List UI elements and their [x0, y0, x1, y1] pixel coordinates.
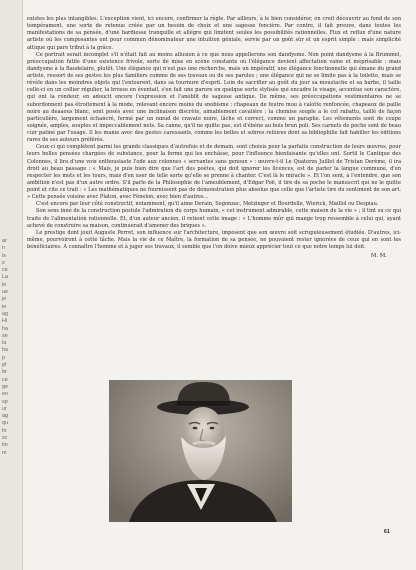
edge-fragment: n [2, 245, 5, 252]
edge-fragment: je [2, 296, 7, 303]
paragraph: existes les plus intangibles. L'exception vient, ici encore, confirmer la règle. Par ailleurs, à le bien considérer, on croit découvrir au fond de son tempérament, une sorte de retenue créée par un besoin de choix et une sagesse foncière. Par contre, il fait preuve, dans toutes les manifestations de sa pensée, d'une hardiesse tranquille et allègre qui limitent seules les possibilités rationnelles. Flux et reflux d'une nature artiste où les composantes ont pour commun dénominateur une intuition géniale, servie par un goût sûr et un esprit simple : mais simplicité attique qui pare tribut à la grâce. [27, 16, 401, 51]
edge-fragment: se [2, 332, 8, 339]
paragraph: Son sens inné de la construction postule l'admiration du corps humain, « cet instrument admirable, cette maison de la vie » ; il tint su ce qui traite de l'alimentation rationnelle. Et, d'un auteur ancien, il retient cette image : « L'homme mûr qui mange trop ressemble à celui qui, ayant achevé de construire sa maison, continuerait d'amener des briques ». [27, 208, 401, 229]
edge-fragment: ha [2, 325, 8, 332]
edge-fragment: ce [2, 267, 8, 274]
adjacent-page-fragments [2, 238, 18, 457]
portrait-illustration [109, 380, 292, 522]
edge-fragment: ha [2, 347, 8, 354]
edge-fragment: ue [2, 289, 8, 296]
edge-fragment: br [2, 369, 7, 376]
page-number: 61 [383, 529, 390, 535]
edge-fragment: sp [2, 398, 8, 405]
edge-fragment: pl [2, 362, 7, 369]
edge-fragment: en [2, 391, 8, 398]
edge-fragment: qu [2, 420, 8, 427]
edge-fragment: le [2, 281, 7, 288]
edge-fragment: ag [2, 310, 8, 317]
paragraph: Ceux-ci qui complètent parmi les grands classiques d'autrefois et de demain, sont choisis pour la parfaite construction de leurs œuvres, pour leurs belles pensées chargées de substance, pour la forme qui les enchâsse, pour l'influence bienfaisante qu'elles ont. Sortil le Cantique des Colonnes, il lira d'une voix enthousiaste l'ode aux colonnes « servantes sans genoux » : œuvre-t-il Le Quatorze Juillet de Tristan Derème, il ira droit au beau passage : « Mais, je puis bien dire que l'art des poètes, qui doit ignorer les licences, est de parler la langue commune, d'en respecter les mots et les tours, mais d'en user de telle sorte qu'elle se prenne à chanter. C'est là le miracle ». Et l'on sent, à l'entendre, que son ambition n'est pas d'un autre ordre. S'il parle de la Philosophie de l'ameublement, d'Edgar Poë, il tire de sa poche le manuscrit qui ne le quitte point et cite ce trait : « Les mathématiques ne fournissent pas de démonstration plus absolue que celle que l'artiste tire du sentiment de son art. » Cette pensée voisine avec Platon, avec Fénelon, avec bien d'autres… [27, 144, 401, 201]
paragraph: C'est encore par leur côté constructif, notamment, qu'il aime Derain, Segonzac, Metzinger et Bourdelle, Wierick, Maillol ou Despiau. [36, 201, 379, 208]
edge-fragment: is [2, 252, 6, 259]
edge-fragment: ie [2, 303, 7, 310]
adjacent-page-edge [0, 0, 23, 570]
author-signature: M. M. [370, 253, 387, 260]
edge-fragment: s [2, 259, 5, 266]
edge-fragment: ge [2, 383, 8, 390]
article-page [27, 16, 401, 259]
edge-fragment: ur [2, 405, 7, 412]
paragraph: Ce portrait serait incomplet s'il n'était fait au moins allusion à ce que nous appellerons son dandysme. Non point dandysme à la Brummel, préoccupation futile d'une existence frivole, sorte de mise en scène constante où l'élégance devient affectation vaine et méprisable : mais dandysme à la Baudelaire, plutôt. Une élégance qui n'est pas une recherche, mais un impératif, une élégance fonctionnelle qui émane du grand artiste, ressort de ses gestes les plus familiers comme de ses travaux ou de ses paroles ; une élégance qui ne se limite pas à la toilette, mais se révèle dans les moindres objets qui l'entourent, dans sa tournure d'esprit. Loin de sacrifier au goût du jour sa moustache et sa barbe, il taille celle-ci en un collier régulier, la brosse en éventail, s'en fait une parure en quelque sorte stylisée qui encadre le visage, accentue son caractère, qui ont la rondeur, en adoucit encore l'expression et l'anoblit de sagesse antique. De même, ses préoccupations vestimentaires ne se subordonnent pas étroitement à la mode, relevant encore moins du snobisme : chapeaux de feutre mou à calotte renfoncée, chapeaux de paille noire au deaaous blanc, sont posés avec une inclinaison discrète, aimablement cavalière ; la chemise souple a le col rabattu, taillé de façon particulière, largement échancré, fermé par un nœud de cravate noire, lâche et correct, comme un paraphe. Les vêtements sont de coupe soignée, amples, souples et impeccablement nets. Sa canne, qu'il ne quitte pas, est d'ébène au bois brun poli. Ses carnets de poche sont de beau cuir patiné par l'usage. Il les manie avec des gestes caressants, comme les belles et sobres reliures dont sa bibliophilie fait habiller les éditions rares de ses auteurs préférés. [27, 51, 401, 144]
portrait-photo [109, 380, 292, 522]
edge-fragment: la [2, 340, 7, 347]
edge-fragment: Hi [2, 318, 8, 325]
edge-fragment: tio [2, 442, 8, 449]
paragraph: Le prestige dont jouit Auguste Perret, son influence sur l'architecture, imposent que son œuvre soit scrupuleusement étudiée. D'autres, ici-même, pourvoiront à cette tâche. Mais la vie de ce Maître, la formation de sa pensée, ne pouvaient rester ignorées de ceux qui en sont les bénéficiaires. A connaître l'homme et à juger ses travaux, il semble que l'on doive mieux apprécier tout ce que notre temps lui doit. [27, 229, 401, 250]
article-body [27, 16, 401, 251]
edge-fragment: fo [2, 427, 7, 434]
edge-fragment: p [2, 354, 5, 361]
edge-fragment: ar [2, 238, 7, 244]
edge-fragment: m [2, 449, 7, 456]
edge-fragment: La [2, 274, 8, 281]
edge-fragment: ag [2, 413, 8, 420]
edge-fragment: sc [2, 435, 8, 442]
edge-fragment: ce [2, 376, 8, 383]
